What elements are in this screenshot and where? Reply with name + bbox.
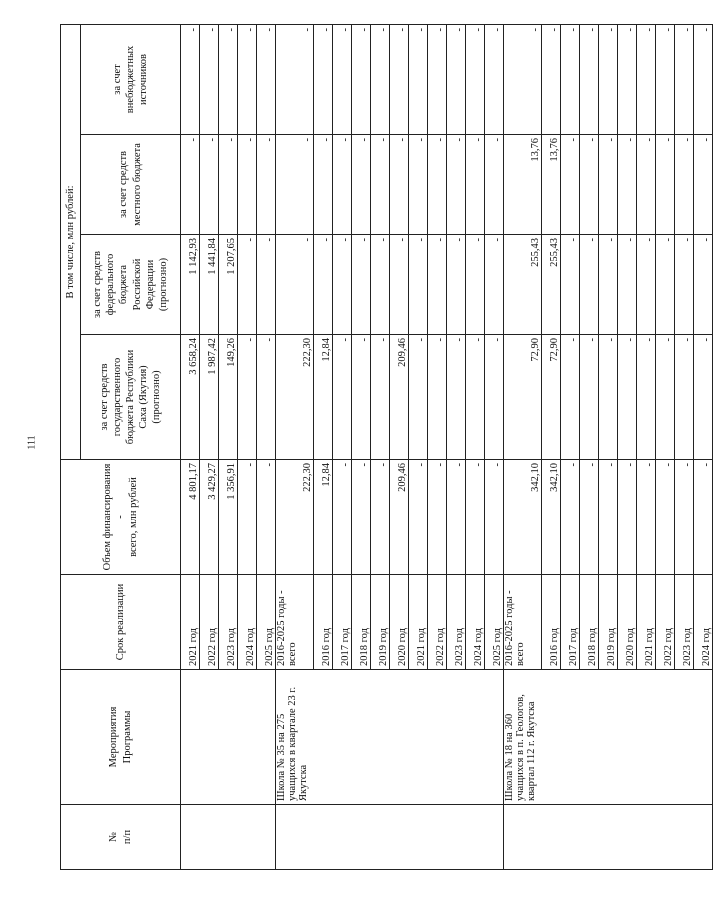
extra-cell: - <box>276 24 314 134</box>
local-cell: - <box>447 135 466 235</box>
republic-cell: - <box>637 335 656 460</box>
republic-cell: - <box>580 335 599 460</box>
federal-cell: - <box>390 235 409 335</box>
period-cell: 2024 год <box>238 575 257 670</box>
local-cell: - <box>390 135 409 235</box>
period-cell: 2020 год <box>390 575 409 670</box>
table-row <box>504 24 542 869</box>
extra-cell: - <box>637 24 656 134</box>
total-cell: 209,46 <box>390 460 409 575</box>
total-cell: 342,10 <box>504 460 542 575</box>
row-number-cell <box>276 805 504 870</box>
federal-cell: - <box>276 235 314 335</box>
header-federal: за счет средств федерального бюджета Российской Федерации (прогнозно) <box>81 235 181 335</box>
extra-cell: - <box>447 24 466 134</box>
period-cell: 2019 год <box>599 575 618 670</box>
total-cell: - <box>333 460 352 575</box>
total-cell: 4 801,17 <box>181 460 200 575</box>
extra-cell: - <box>333 24 352 134</box>
federal-cell: - <box>238 235 257 335</box>
republic-cell: 209,46 <box>390 335 409 460</box>
federal-cell: 255,43 <box>542 235 561 335</box>
federal-cell: - <box>466 235 485 335</box>
extra-cell: - <box>371 24 390 134</box>
republic-cell: - <box>561 335 580 460</box>
total-cell: - <box>656 460 675 575</box>
total-cell: - <box>637 460 656 575</box>
period-cell: 2016-2025 годы - всего <box>504 575 542 670</box>
republic-cell: - <box>656 335 675 460</box>
local-cell: - <box>371 135 390 235</box>
header-period: Срок реализации <box>61 575 181 670</box>
federal-cell: - <box>599 235 618 335</box>
period-cell: 2017 год <box>333 575 352 670</box>
federal-cell: - <box>485 235 504 335</box>
extra-cell: - <box>390 24 409 134</box>
local-cell: - <box>599 135 618 235</box>
total-cell: - <box>618 460 637 575</box>
period-cell: 2020 год <box>618 575 637 670</box>
row-number-cell <box>181 805 276 870</box>
federal-cell: - <box>618 235 637 335</box>
total-cell: 3 429,27 <box>200 460 219 575</box>
local-cell: - <box>466 135 485 235</box>
local-cell: - <box>428 135 447 235</box>
republic-cell: 3 658,24 <box>181 335 200 460</box>
extra-cell: - <box>257 24 276 134</box>
total-cell: - <box>352 460 371 575</box>
extra-cell: - <box>618 24 637 134</box>
republic-cell: - <box>428 335 447 460</box>
page-number: 111 <box>26 435 38 450</box>
federal-cell: - <box>257 235 276 335</box>
republic-cell: - <box>352 335 371 460</box>
event-name-cell <box>181 670 276 805</box>
total-cell: - <box>371 460 390 575</box>
republic-cell: - <box>257 335 276 460</box>
republic-cell: - <box>466 335 485 460</box>
event-name-cell: Школа № 35 на 275 учащихся в квартале 23 г. Якутска <box>276 670 504 805</box>
extra-cell: - <box>580 24 599 134</box>
local-cell: - <box>238 135 257 235</box>
row-number-cell <box>504 805 713 870</box>
total-cell: - <box>694 460 713 575</box>
local-cell: - <box>200 135 219 235</box>
period-cell: 2021 год <box>409 575 428 670</box>
federal-cell: - <box>314 235 333 335</box>
header-local: за счет средств местного бюджета <box>81 135 181 235</box>
table-row <box>276 24 314 869</box>
header-num: № п/п <box>61 805 181 870</box>
total-cell: - <box>599 460 618 575</box>
local-cell: - <box>333 135 352 235</box>
header-republic: за счет средств государственного бюджета Республики Саха (Якутия) (прогнозно) <box>81 335 181 460</box>
federal-cell: - <box>428 235 447 335</box>
period-cell: 2021 год <box>181 575 200 670</box>
local-cell: - <box>637 135 656 235</box>
period-cell: 2016-2025 годы - всего <box>276 575 314 670</box>
period-cell: 2023 год <box>447 575 466 670</box>
financing-table <box>60 24 713 870</box>
federal-cell: - <box>656 235 675 335</box>
republic-cell: 222,30 <box>276 335 314 460</box>
extra-cell: - <box>542 24 561 134</box>
total-cell: - <box>580 460 599 575</box>
federal-cell: - <box>675 235 694 335</box>
federal-cell: - <box>637 235 656 335</box>
header-including: В том числе, млн рублей: <box>61 24 81 459</box>
period-cell: 2022 год <box>656 575 675 670</box>
federal-cell: - <box>694 235 713 335</box>
local-cell: 13,76 <box>504 135 542 235</box>
extra-cell: - <box>238 24 257 134</box>
republic-cell: 149,26 <box>219 335 238 460</box>
republic-cell: - <box>485 335 504 460</box>
period-cell: 2019 год <box>371 575 390 670</box>
extra-cell: - <box>352 24 371 134</box>
total-cell: 12,84 <box>314 460 333 575</box>
republic-cell: 72,90 <box>504 335 542 460</box>
period-cell: 2022 год <box>428 575 447 670</box>
total-cell: 342,10 <box>542 460 561 575</box>
header-event: Мероприятия Программы <box>61 670 181 805</box>
republic-cell: - <box>371 335 390 460</box>
local-cell: - <box>314 135 333 235</box>
total-cell: - <box>409 460 428 575</box>
period-cell: 2024 год <box>466 575 485 670</box>
federal-cell: - <box>352 235 371 335</box>
total-cell: - <box>675 460 694 575</box>
extra-cell: - <box>409 24 428 134</box>
period-cell: 2022 год <box>200 575 219 670</box>
period-cell: 2025 год <box>257 575 276 670</box>
period-cell: 2023 год <box>219 575 238 670</box>
local-cell: - <box>694 135 713 235</box>
period-cell: 2024 год <box>694 575 713 670</box>
extra-cell: - <box>485 24 504 134</box>
total-cell: - <box>485 460 504 575</box>
extra-cell: - <box>466 24 485 134</box>
republic-cell: 12,84 <box>314 335 333 460</box>
extra-cell: - <box>200 24 219 134</box>
period-cell: 2016 год <box>314 575 333 670</box>
republic-cell: - <box>409 335 428 460</box>
local-cell: - <box>409 135 428 235</box>
table-header <box>61 24 181 869</box>
extra-cell: - <box>561 24 580 134</box>
federal-cell: 1 142,93 <box>181 235 200 335</box>
extra-cell: - <box>656 24 675 134</box>
republic-cell: - <box>675 335 694 460</box>
federal-cell: 1 207,65 <box>219 235 238 335</box>
federal-cell: - <box>409 235 428 335</box>
extra-cell: - <box>428 24 447 134</box>
period-cell: 2017 год <box>561 575 580 670</box>
period-cell: 2023 год <box>675 575 694 670</box>
republic-cell: - <box>599 335 618 460</box>
local-cell: - <box>352 135 371 235</box>
republic-cell: - <box>618 335 637 460</box>
federal-cell: - <box>371 235 390 335</box>
federal-cell: - <box>580 235 599 335</box>
total-cell: - <box>466 460 485 575</box>
header-volume: Объем финансирования - всего, млн рублей <box>61 460 181 575</box>
federal-cell: - <box>561 235 580 335</box>
local-cell: - <box>276 135 314 235</box>
republic-cell: - <box>333 335 352 460</box>
extra-cell: - <box>314 24 333 134</box>
republic-cell: - <box>447 335 466 460</box>
period-cell: 2016 год <box>542 575 561 670</box>
extra-cell: - <box>219 24 238 134</box>
extra-cell: - <box>599 24 618 134</box>
local-cell: - <box>219 135 238 235</box>
federal-cell: - <box>333 235 352 335</box>
rotated-page <box>60 25 712 870</box>
total-cell: - <box>561 460 580 575</box>
local-cell: - <box>618 135 637 235</box>
table-row <box>181 24 200 869</box>
total-cell: 1 356,91 <box>219 460 238 575</box>
local-cell: - <box>485 135 504 235</box>
local-cell: - <box>181 135 200 235</box>
local-cell: - <box>561 135 580 235</box>
local-cell: 13,76 <box>542 135 561 235</box>
total-cell: 222,30 <box>276 460 314 575</box>
federal-cell: 255,43 <box>504 235 542 335</box>
federal-cell: 1 441,84 <box>200 235 219 335</box>
local-cell: - <box>656 135 675 235</box>
total-cell: - <box>428 460 447 575</box>
federal-cell: - <box>447 235 466 335</box>
event-name-cell: Школа № 18 на 360 учащихся в п. Геологов, квартал 112 г. Якутска <box>504 670 713 805</box>
local-cell: - <box>580 135 599 235</box>
period-cell: 2018 год <box>352 575 371 670</box>
extra-cell: - <box>504 24 542 134</box>
republic-cell: 1 987,42 <box>200 335 219 460</box>
extra-cell: - <box>181 24 200 134</box>
local-cell: - <box>675 135 694 235</box>
total-cell: - <box>257 460 276 575</box>
header-extra: за счет внебюджетных источников <box>81 24 181 134</box>
period-cell: 2018 год <box>580 575 599 670</box>
extra-cell: - <box>675 24 694 134</box>
total-cell: - <box>447 460 466 575</box>
table-body <box>181 24 713 869</box>
republic-cell: 72,90 <box>542 335 561 460</box>
republic-cell: - <box>238 335 257 460</box>
extra-cell: - <box>694 24 713 134</box>
local-cell: - <box>257 135 276 235</box>
total-cell: - <box>238 460 257 575</box>
period-cell: 2021 год <box>637 575 656 670</box>
republic-cell: - <box>694 335 713 460</box>
period-cell: 2025 год <box>485 575 504 670</box>
